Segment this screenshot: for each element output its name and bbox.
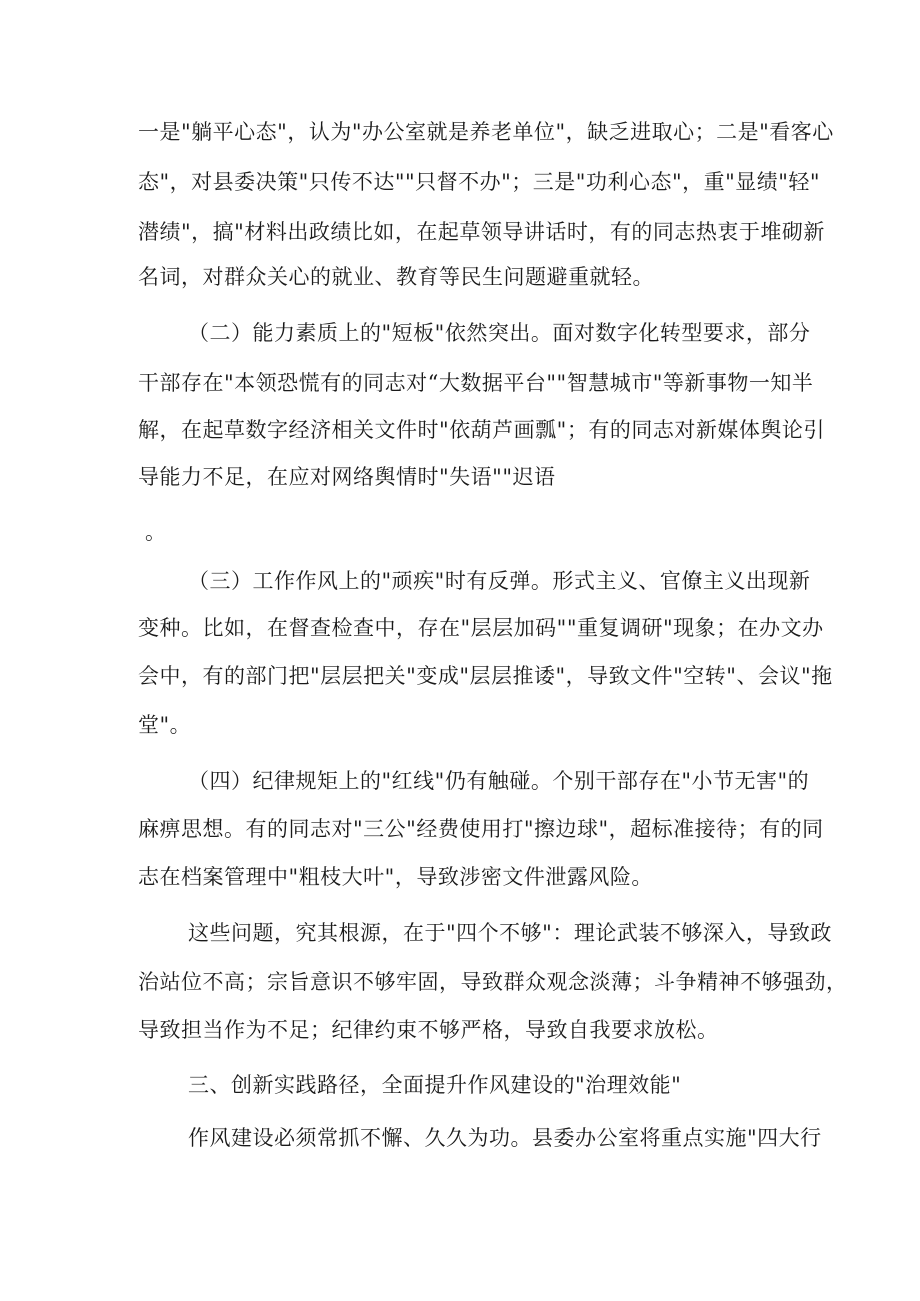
paragraph-line: 这些问题，究其根源，在于"四个不够"：理论武装不够深入，导致政 (188, 921, 832, 945)
paragraph-line: 。 (145, 520, 167, 544)
paragraph-line: 态"，对县委决策"只传不达""只督不办"；三是"功利心态"，重"显绩"轻" (138, 170, 821, 194)
paragraph-line: 潜绩"，搞"材料出政绩比如，在起草领导讲话时，有的同志热衷于堆砌新 (138, 220, 825, 244)
paragraph-line: （四）纪律规矩上的"红线"仍有触碰。个别干部存在"小节无害"的 (188, 769, 810, 793)
paragraph-line: 志在档案管理中"粗枝大叶"，导致涉密文件泄露风险。 (138, 865, 653, 889)
paragraph-line: 名词，对群众关心的就业、教育等民生问题避重就轻。 (138, 265, 654, 289)
paragraph-line: 干部存在"本领恐慌有的同志对“大数据平台""智慧城市"等新事物一知半 (138, 371, 814, 395)
paragraph-line: （二）能力素质上的"短板"依然突出。面对数字化转型要求，部分 (188, 321, 811, 345)
paragraph-line: 麻痹思想。有的同志对"三公"经费使用打"擦边球"，超标准接待；有的同 (138, 817, 824, 841)
paragraph-line: 解，在起草数字经济相关文件时"依葫芦画瓢"；有的同志对新媒体舆论引 (138, 418, 825, 442)
paragraph-line: 导致担当作为不足；纪律约束不够严格，导致自我要求放松。 (138, 1018, 719, 1042)
paragraph-line: 治站位不高；宗旨意识不够牢固，导致群众观念淡薄；斗争精神不够强劲， (138, 970, 848, 994)
paragraph-line: 会中，有的部门把"层层把关"变成"层层推诿"，导致文件"空转"、会议"拖 (138, 664, 833, 688)
paragraph-line: 变种。比如，在督查检查中，存在"层层加码""重复调研"现象；在办文办 (138, 616, 824, 640)
paragraph-line: 作风建设必须常抓不懈、久久为功。县委办公室将重点实施"四大行 (188, 1126, 822, 1150)
paragraph-line: （三）工作作风上的"顽疾"时有反弹。形式主义、官僚主义出现新 (188, 569, 811, 593)
paragraph-line: 堂"。 (138, 713, 192, 737)
paragraph-line: 导能力不足，在应对网络舆情时"失语""迟语 (138, 465, 556, 489)
section-heading: 三、创新实践路径，全面提升作风建设的"治理效能" (188, 1073, 682, 1097)
paragraph-line: 一是"躺平心态"，认为"办公室就是养老单位"，缺乏进取心；二是"看客心 (138, 120, 834, 144)
